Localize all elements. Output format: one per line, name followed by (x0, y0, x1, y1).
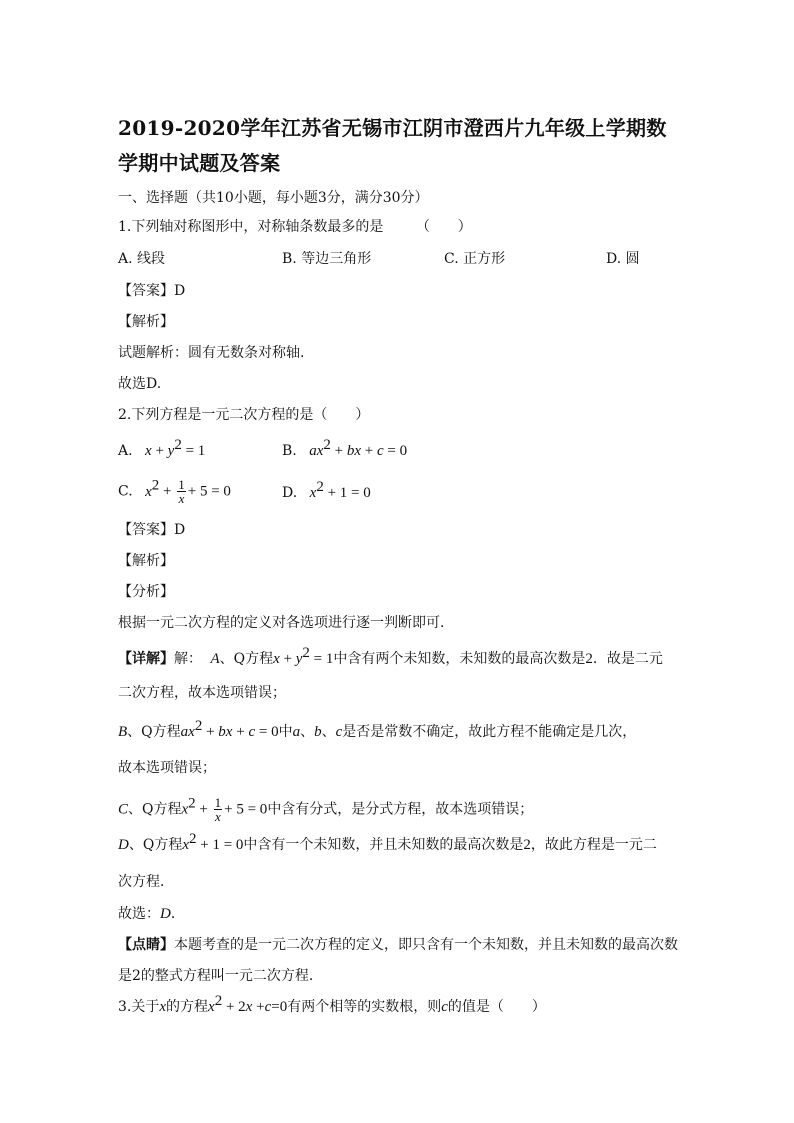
q2-detail-b-text: 是否是常数不确定，故此方程不能确定是几次， (342, 724, 637, 740)
q2-option-b: B. $ax^2$ + bx + c = 0 (282, 437, 408, 459)
q2-dianjing-cont: 是2的整式方程叫一元二次方程． (118, 968, 323, 984)
document-title-line-1: 2019-2020学年江苏省无锡市江阴市澄西片九年级上学期数 (118, 116, 667, 140)
q2-dianjing-tag: 【点睛】 (118, 937, 174, 953)
q1-answer-paren: （ ） (415, 219, 472, 235)
q2-detail-a-text: 中含有两个未知数，未知数的最高次数是 (333, 651, 586, 667)
q1-conclusion: 故选D. (118, 376, 162, 392)
q2-detail-a-end: ．故是二元 (592, 651, 663, 667)
q2-detail-c-text: 中含有分式，是分式方程，故本选项错误； (267, 801, 534, 818)
q1-answer: 【答案】D (118, 283, 186, 299)
q2-conclusion-text: 故选： (118, 906, 160, 922)
q2-stem: 2.下列方程是一元二次方程的是（ ） (118, 407, 370, 423)
q2-detail-b-cont: 故本选项错误； (118, 760, 216, 776)
q2-analysis-tag: 【解析】 (118, 553, 174, 569)
q2-detail-d-fangcheng: 方程 (154, 837, 183, 853)
q1-stem-text: 1.下列轴对称图形中，对称轴条数最多的是 (118, 219, 384, 235)
document-title-line-2: 学期中试题及答案 (118, 151, 281, 175)
because-symbol: Q (142, 837, 155, 853)
fraction-one-over-x: $\frac{1}{x}$ (178, 477, 185, 506)
q2-dianjing (118, 936, 678, 954)
q2-detail-d-end: ，故此方程是一元二 (530, 837, 657, 853)
q2-option-b-label: B. (282, 443, 297, 459)
q2-detail-a-fangcheng: 方程 (245, 651, 274, 667)
q2-dianjing-text: 本题考查的是一元二次方程的定义，即只含有一个未知数，并且未知数的最高次数 (174, 937, 678, 953)
q2-detail-a-cont: 二次方程，故本选项错误； (118, 685, 286, 701)
q2-conclusion: 故选：D． (118, 906, 185, 922)
q2-detail-c-fangcheng: 方程 (153, 801, 182, 818)
q1-option-a: A. 线段 (118, 251, 166, 267)
q2-answer: 【答案】D (118, 522, 186, 538)
q1-analysis: 试题解析：圆有无数条对称轴. (118, 345, 305, 361)
q2-option-d-label: D. (282, 485, 298, 501)
q2-option-c-label: C. (118, 483, 133, 500)
q3-stem-1: 3.关于 (118, 999, 160, 1015)
q3-stem-4: 的值是（ ） (447, 999, 546, 1015)
because-symbol: Q (141, 724, 153, 740)
q3-stem-3: 有两个相等的实数根，则 (287, 999, 442, 1015)
q1-analysis-tag: 【解析】 (118, 314, 174, 330)
q1-option-b: B. 等边三角形 (282, 251, 372, 267)
q2-option-a: A. $x + y^2 = 1$ (118, 437, 206, 459)
q2-detail-b-fangcheng: 方程 (152, 724, 181, 740)
q3-stem: 3.关于x的方程$x^2 + 2x +c=0$有两个相等的实数根，则c的值是（ ） (118, 993, 546, 1015)
because-symbol: Q (142, 801, 154, 818)
q2-detail-d-cont: 次方程． (118, 874, 174, 890)
q2-detail-d: D、Q方程$x^2 + 1 = 0$中含有一个未知数，并且未知数的最高次数是2，故此方程是一元二 (118, 831, 657, 853)
q2-detail-b-zhong: 中 (278, 724, 293, 740)
q1-option-d: D. 圆 (606, 251, 640, 267)
q2-fenxi: 根据一元二次方程的定义对各选项进行逐一判断即可． (118, 615, 454, 631)
q2-detail-d-text: 中含有一个未知数，并且未知数的最高次数是 (243, 837, 524, 853)
q2-option-d: D. $x^2 + 1 = 0$ (282, 479, 371, 501)
q1-option-c: C. 正方形 (444, 251, 506, 267)
q3-stem-2: 的方程 (166, 999, 209, 1015)
q2-detail-tag: 【详解】 (118, 651, 174, 667)
q2-option-a-label: A. (118, 443, 133, 459)
q2-detail-a: 【详解】解： A、Q方程$x + y^2 = 1$中含有两个未知数，未知数的最高次数是2．故是二元 (118, 645, 663, 667)
q2-fenxi-tag: 【分析】 (118, 584, 174, 600)
because-symbol: Q (233, 651, 246, 667)
q2-detail-a-jie: 解： (174, 651, 202, 667)
q1-stem (118, 218, 472, 236)
q2-option-c: C. $x^2$ + $\frac{1}{x}$ + 5 = 0 (118, 477, 231, 506)
q2-detail-c: C、Q方程$x^2$ + $\frac{1}{x}$ + 5 = 0中含有分式，是分式方程，故本选项错误； (118, 795, 534, 824)
section-heading: 一、选择题（共10小题，每小题3分，满分30分） (118, 190, 429, 206)
q2-detail-b: B、Q方程$ax^2$ + bx + c = 0中a、b、c是否是常数不确定，故此方程不能确定是几次， (118, 718, 637, 740)
fraction-one-over-x: $\frac{1}{x}$ (214, 795, 222, 824)
